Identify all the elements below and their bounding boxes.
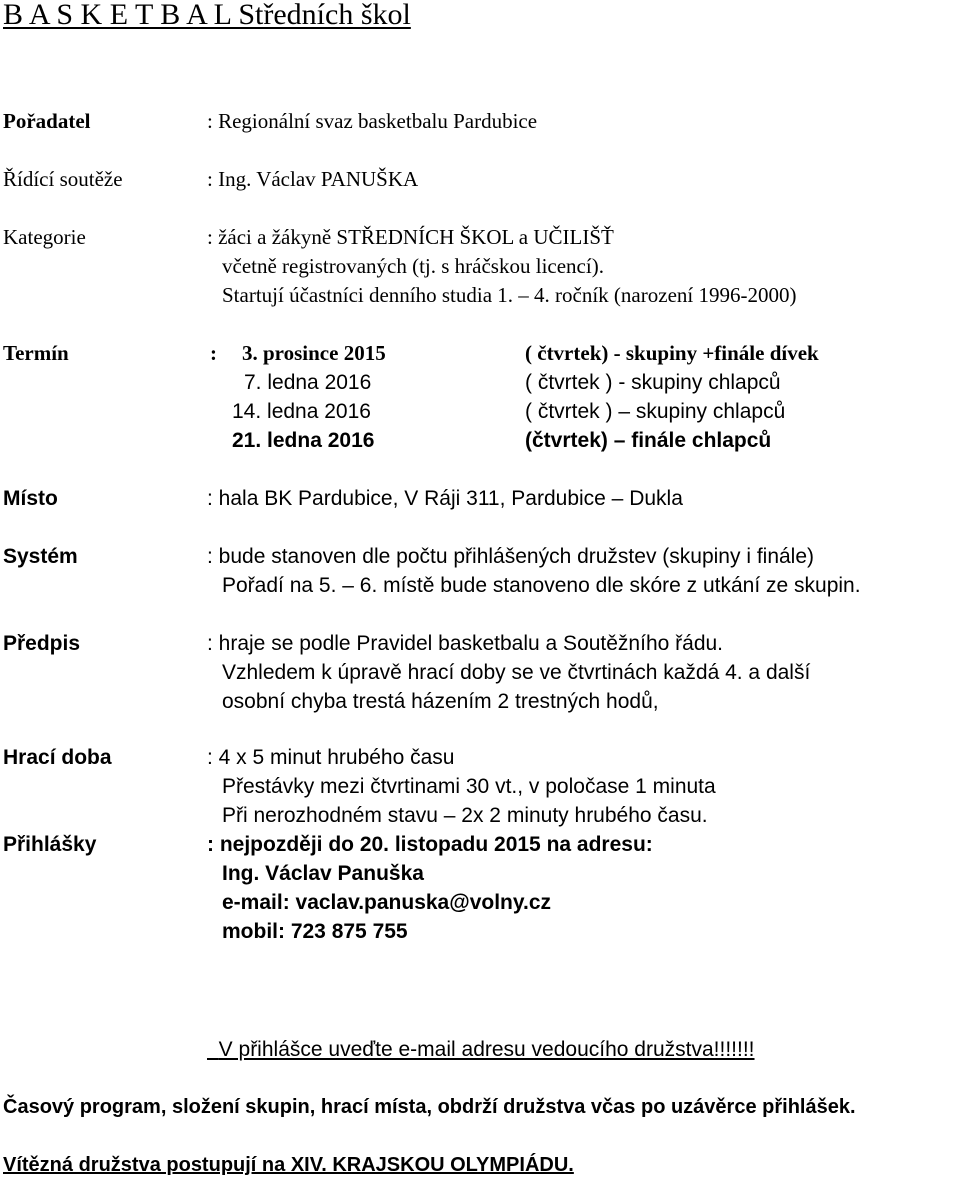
termin-date-2: 7. ledna 2016: [244, 371, 372, 394]
predpis-line-1: : hraje se podle Pravidel basketbalu a Soutěžního řádu.: [207, 632, 724, 655]
prihlasky-email: e-mail: vaclav.panuska@volny.cz: [222, 891, 552, 914]
page-title: B A S K E T B A L Středních škol: [3, 0, 411, 31]
email-note-text: V přihlášce uveďte e-mail adresu vedoucího družstva!!!!!!!: [218, 1038, 755, 1061]
kategorie-line-3: Startují účastníci denního studia 1. – 4. ročník (narození 1996-2000): [222, 283, 797, 307]
misto-label: Místo: [3, 487, 58, 510]
poradatel-value: : Regionální svaz basketbalu Pardubice: [207, 109, 538, 133]
system-label: Systém: [3, 545, 78, 568]
program-note: Časový program, složení skupin, hrací místa, obdrží družstva včas po uzávěrce přihlášek.: [3, 1096, 856, 1118]
termin-desc-1: ( čtvrtek) - skupiny +finále dívek: [525, 341, 819, 365]
poradatel-label: Pořadatel: [3, 109, 91, 133]
predpis-line-2: Vzhledem k úpravě hrací doby se ve čtvrtinách každá 4. a další: [222, 661, 811, 684]
misto-value: : hala BK Pardubice, V Ráji 311, Pardubice – Dukla: [207, 487, 683, 510]
ridici-label: Řídící soutěže: [3, 167, 123, 191]
termin-date-4: 21. ledna 2016: [232, 429, 375, 452]
termin-desc-2: ( čtvrtek ) - skupiny chlapců: [525, 371, 781, 394]
kategorie-line-2: včetně registrovaných (tj. s hráčskou licencí).: [222, 254, 604, 278]
hraci-doba-line-1: : 4 x 5 minut hrubého času: [207, 746, 455, 769]
hraci-doba-label: Hrací doba: [3, 746, 112, 769]
prihlasky-line-1: : nejpozději do 20. listopadu 2015 na adresu:: [207, 833, 653, 856]
prihlasky-line-2: Ing. Václav Panuška: [222, 862, 424, 885]
predpis-label: Předpis: [3, 632, 81, 655]
termin-desc-4: (čtvrtek) – finále chlapců: [525, 429, 772, 452]
kategorie-line-1: : žáci a žákyně STŘEDNÍCH ŠKOL a UČILIŠŤ: [207, 225, 614, 249]
olympiada-note: Vítězná družstva postupují na XIV. KRAJSKOU OLYMPIÁDU.: [3, 1154, 574, 1176]
email-note: [207, 1039, 755, 1060]
ridici-value: : Ing. Václav PANUŠKA: [207, 167, 419, 191]
hraci-doba-line-2: Přestávky mezi čtvrtinami 30 vt., v poločase 1 minuta: [222, 775, 716, 798]
termin-colon: :: [210, 341, 217, 365]
termin-date-1: 3. prosince 2015: [242, 341, 386, 365]
kategorie-label: Kategorie: [3, 225, 86, 249]
system-line-1: : bude stanoven dle počtu přihlášených družstev (skupiny i finále): [207, 545, 815, 568]
predpis-line-3: osobní chyba trestá házením 2 trestných hodů,: [222, 690, 659, 713]
termin-date-3: 14. ledna 2016: [232, 400, 371, 423]
prihlasky-label: Přihlášky: [3, 833, 97, 856]
prihlasky-phone: mobil: 723 875 755: [222, 920, 408, 943]
termin-label: Termín: [3, 341, 69, 365]
termin-desc-3: ( čtvrtek ) – skupiny chlapců: [525, 400, 786, 423]
hraci-doba-line-3: Při nerozhodném stavu – 2x 2 minuty hrubého času.: [222, 804, 708, 827]
system-line-2: Pořadí na 5. – 6. místě bude stanoveno dle skóre z utkání ze skupin.: [222, 574, 861, 597]
